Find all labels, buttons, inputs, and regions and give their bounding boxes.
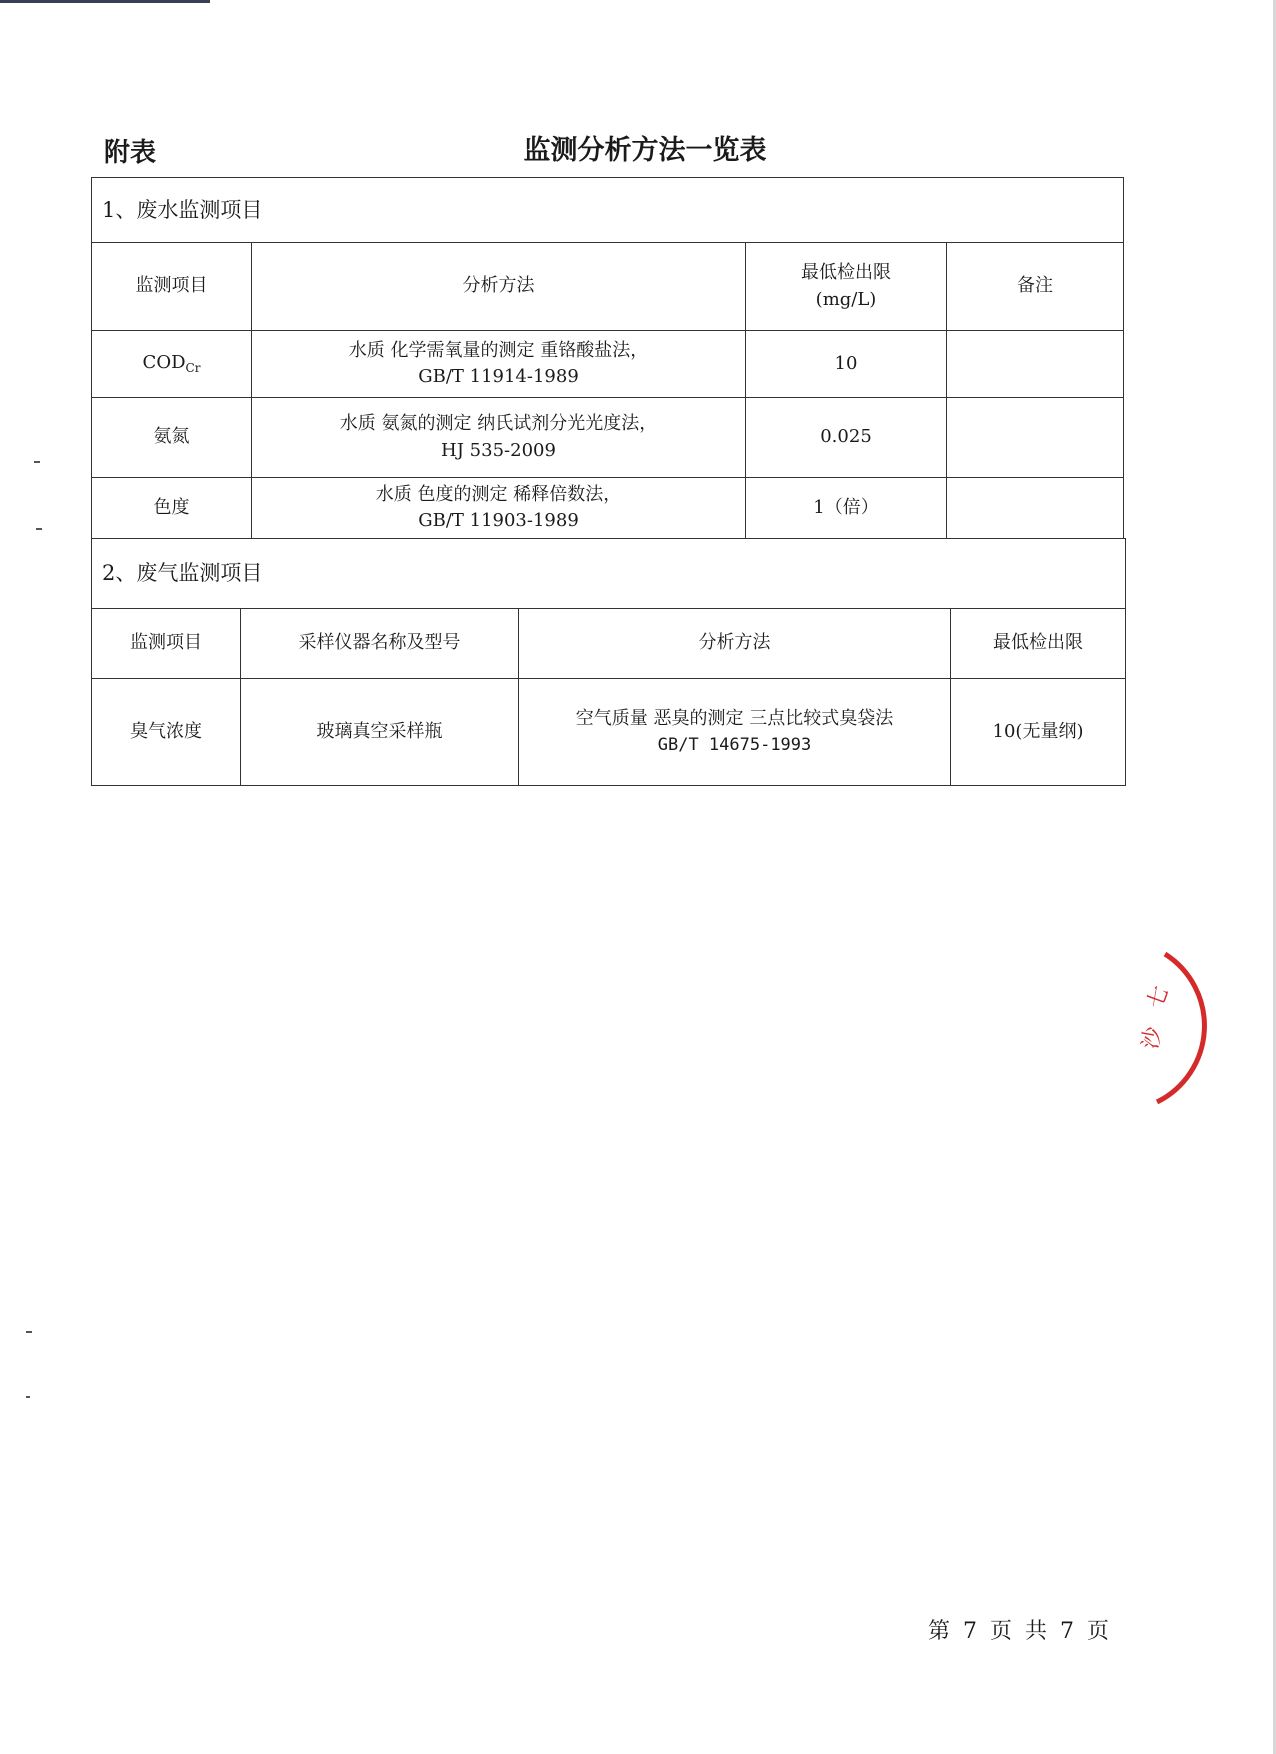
method-name: 水质 氨氮的测定 纳氏试剂分光光度法，: [339, 413, 658, 435]
exhaust-gas-header-row: [92, 609, 1126, 679]
method-cell: [519, 679, 951, 786]
method-standard: GB/T 11914-1989: [418, 366, 579, 387]
header-limit: 最低检出限: [951, 609, 1126, 679]
wastewater-header-row: [92, 243, 1124, 331]
wastewater-table: [91, 177, 1124, 539]
exhaust-gas-table: [91, 538, 1126, 786]
scan-edge-top: [0, 0, 210, 3]
wastewater-section-title: 1、废水监测项目: [92, 178, 1124, 243]
attachment-label: 附表: [104, 138, 157, 168]
scan-speck: [34, 461, 40, 463]
remark-cell: [947, 398, 1124, 478]
header-method: 分析方法: [519, 609, 951, 679]
table-row: [92, 398, 1124, 478]
method-name: 水质 化学需氧量的测定 重铬酸盐法，: [348, 339, 649, 361]
limit-cell: 10: [746, 331, 947, 398]
limit-cell: 0.025: [746, 398, 947, 478]
svg-text:沙: 沙: [1138, 1025, 1167, 1052]
header-instrument: 采样仪器名称及型号: [241, 609, 519, 679]
limit-cell: 10(无量纲): [951, 679, 1126, 786]
scan-speck: [26, 1396, 30, 1398]
item-cell: 氨氮: [92, 398, 252, 478]
header-remark: 备注: [947, 243, 1124, 331]
scan-speck: [26, 1331, 32, 1333]
header-limit-name: 最低检出限: [801, 262, 891, 284]
header-item: 监测项目: [92, 609, 241, 679]
instrument-cell: 玻璃真空采样瓶: [241, 679, 519, 786]
method-standard: GB/T 11903-1989: [418, 510, 579, 531]
table-row: [92, 478, 1124, 539]
method-name: 空气质量 恶臭的测定 三点比较式臭袋法: [575, 707, 894, 729]
method-cell: [252, 331, 746, 398]
limit-cell: 1（倍）: [746, 478, 947, 539]
svg-text:七: 七: [1143, 982, 1175, 1013]
method-name: 水质 色度的测定 稀释倍数法，: [375, 483, 622, 505]
method-standard: GB/T 14675-1993: [657, 735, 812, 755]
header-method: 分析方法: [252, 243, 746, 331]
method-standard: HJ 535-2009: [441, 439, 556, 461]
header-item: 监测项目: [92, 243, 252, 331]
scan-speck: [36, 528, 42, 530]
header-limit: [746, 243, 947, 331]
official-seal-stamp: [1135, 948, 1245, 1108]
table-row: [92, 679, 1126, 786]
exhaust-gas-section-title: 2、废气监测项目: [92, 539, 1126, 609]
item-name: COD: [142, 352, 186, 374]
item-cell: [92, 331, 252, 398]
item-cell: 臭气浓度: [92, 679, 241, 786]
page-title: 监测分析方法一览表: [523, 135, 767, 166]
remark-cell: [947, 331, 1124, 398]
item-subscript: Cr: [185, 361, 201, 376]
remark-cell: [947, 478, 1124, 539]
item-cell: 色度: [92, 478, 252, 539]
method-cell: [252, 398, 746, 478]
table-row: [92, 331, 1124, 398]
page-number: 第 7 页 共 7 页: [928, 1619, 1112, 1644]
header-limit-unit: (mg/L): [815, 288, 877, 310]
method-cell: [252, 478, 746, 539]
